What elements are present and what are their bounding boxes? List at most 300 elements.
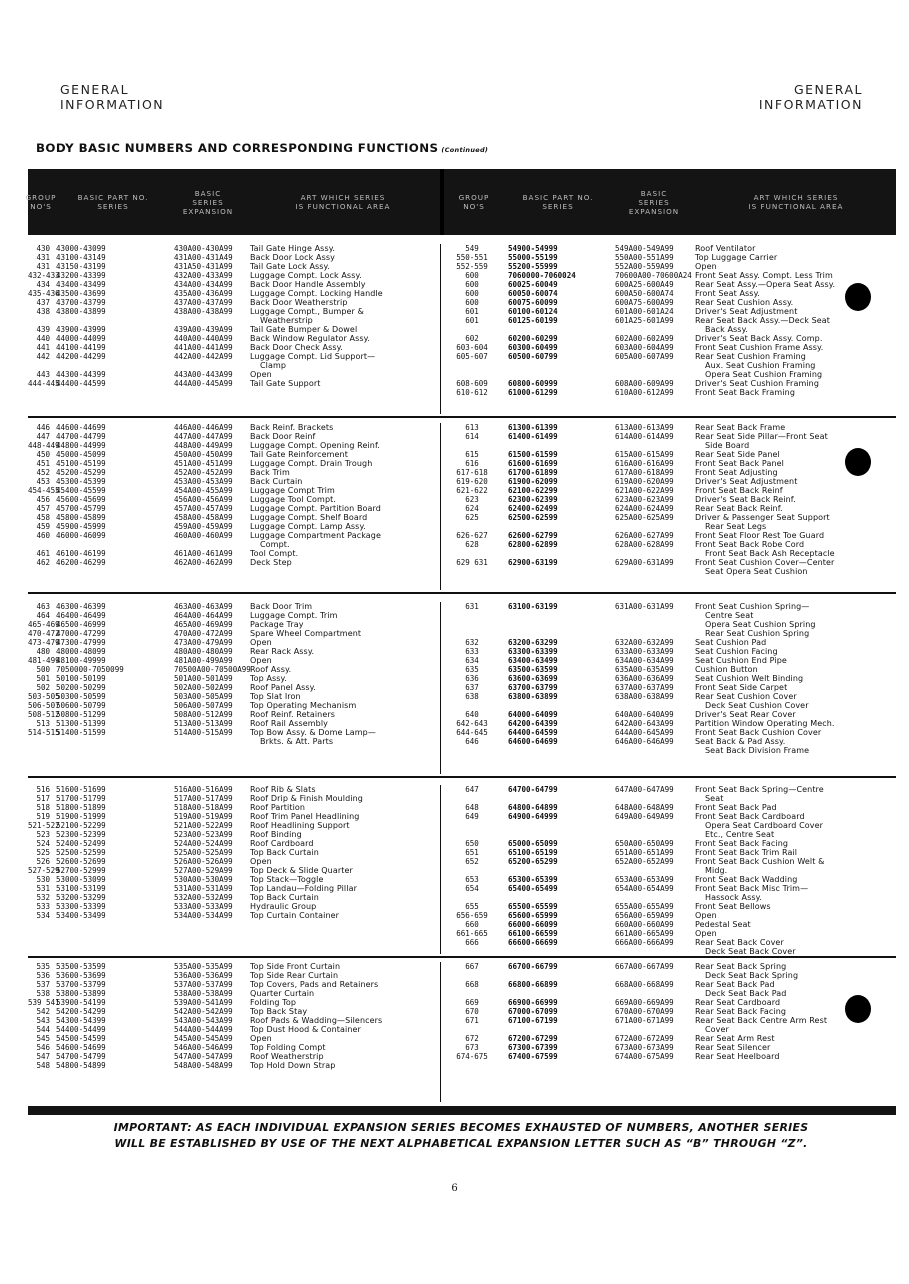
expansion-range: 672A00-672A99	[615, 1034, 674, 1043]
series-range: 64400-64599	[508, 728, 558, 737]
description: Open	[695, 262, 717, 271]
description: Weatherstrip	[260, 316, 313, 325]
table-row	[28, 812, 438, 821]
series-range: 50300-50599	[56, 692, 106, 701]
group-number: 647	[465, 785, 479, 794]
series-range: 55000-55199	[508, 253, 558, 262]
group-number: 651	[465, 848, 479, 857]
expansion-range: 524A00-524A99	[174, 839, 233, 848]
table-row	[28, 459, 438, 468]
series-range: 45900-45999	[56, 522, 106, 531]
group-number: 438	[36, 307, 50, 316]
series-range: 53600-53699	[56, 971, 106, 980]
series-range: 53300-53399	[56, 902, 106, 911]
description: Back Door Trim	[250, 602, 313, 611]
series-range: 54300-54399	[56, 1016, 106, 1025]
group-number: 457	[36, 504, 50, 513]
table-row	[28, 262, 438, 271]
description: Top Deck & Slide Quarter	[250, 866, 353, 875]
expansion-range: 443A00-443A99	[174, 370, 233, 379]
table-row	[28, 893, 438, 902]
description: Tail Gate Lock Assy.	[250, 262, 330, 271]
series-range: 46300-46399	[56, 602, 106, 611]
expansion-range: 661A00-665A99	[615, 929, 674, 938]
series-range: 53800-53899	[56, 989, 106, 998]
description: Roof Reinf. Retainers	[250, 710, 336, 719]
description: Front Seat Back Framing	[695, 388, 795, 397]
expansion-range: 626A00-627A99	[615, 531, 674, 540]
description: Rear Seat Back Spring	[695, 962, 787, 971]
series-range: 55200-55999	[508, 262, 558, 271]
series-range: 61600-61699	[508, 459, 558, 468]
description: Top Landau—Folding Pillar	[250, 884, 357, 893]
expansion-range: 530A00-530A99	[174, 875, 233, 884]
series-range: 44400-44599	[56, 379, 106, 388]
expansion-range: 452A00-452A99	[174, 468, 233, 477]
expansion-range: 70600A00-70600A24	[615, 271, 692, 280]
expansion-range: 601A25-601A99	[615, 316, 674, 325]
description: Roof Cardboard	[250, 839, 314, 848]
group-number: 549	[465, 244, 479, 253]
description: Luggage Compt., Bumper &	[250, 307, 364, 316]
series-range: 50100-50199	[56, 674, 106, 683]
series-range: 64800-64899	[508, 803, 558, 812]
table-row	[444, 884, 896, 893]
group-number: 626-627	[456, 531, 488, 540]
description: Front Seat Back Spring—Centre	[695, 785, 824, 794]
description: Front Seat Back Pad	[695, 803, 777, 812]
series-range: 44300-44399	[56, 370, 106, 379]
expansion-range: 480A00-480A99	[174, 647, 233, 656]
expansion-range: 621A00-622A99	[615, 486, 674, 495]
series-range: 62500-62599	[508, 513, 558, 522]
series-range: 66900-66999	[508, 998, 558, 1007]
table-row	[444, 938, 896, 947]
right-column	[444, 244, 896, 397]
important-note-line1: IMPORTANT: AS EACH INDIVIDUAL EXPANSION SERIES BECOMES EXHAUSTED OF NUMBERS, ANOTHER SERIES	[113, 1121, 809, 1134]
description: Folding Top	[250, 998, 297, 1007]
table-row	[28, 692, 438, 701]
expansion-range: 534A00-534A99	[174, 911, 233, 920]
group-number: 671	[465, 1016, 479, 1025]
expansion-range: 634A00-634A99	[615, 656, 674, 665]
description: Hydraulic Group	[250, 902, 317, 911]
group-number: 526	[36, 857, 50, 866]
series-range: 51900-51999	[56, 812, 106, 821]
series-range: 51300-51399	[56, 719, 106, 728]
margin-bullet	[845, 995, 871, 1023]
group-number: 629 631	[456, 558, 488, 567]
group-number: 441	[36, 343, 50, 352]
header-left	[60, 82, 164, 112]
description: Pedestal Seat	[695, 920, 751, 929]
description: Open	[250, 857, 272, 866]
description: Back Door Check Assy.	[250, 343, 343, 352]
group-number: 480	[36, 647, 50, 656]
description: Cover	[705, 1025, 729, 1034]
table-row	[444, 710, 896, 719]
table-row	[444, 611, 896, 620]
group-number: 600	[465, 289, 479, 298]
series-range: 64700-64799	[508, 785, 558, 794]
description: Cushion Button	[695, 665, 758, 674]
expansion-range: 536A00-536A99	[174, 971, 233, 980]
group-number: 660	[465, 920, 479, 929]
description: Top Luggage Carrier	[695, 253, 778, 262]
group-number: 506-507	[28, 701, 60, 710]
description: Aux. Seat Cushion Framing	[705, 361, 816, 370]
table-row	[444, 567, 896, 576]
expansion-range: 435A00-436A99	[174, 289, 233, 298]
expansion-range: 537A00-537A99	[174, 980, 233, 989]
group-number: 546	[36, 1043, 50, 1052]
group-number: 534	[36, 911, 50, 920]
expansion-range: 465A00-469A99	[174, 620, 233, 629]
description: Top Assy.	[250, 674, 287, 683]
table-row	[444, 1016, 896, 1025]
table-row	[444, 647, 896, 656]
column-divider	[440, 962, 441, 1102]
expansion-range: 605A00-607A99	[615, 352, 674, 361]
group-number: 432-433	[28, 271, 60, 280]
expansion-range: 546A00-546A99	[174, 1043, 233, 1052]
table-row	[444, 513, 896, 522]
table-row	[28, 719, 438, 728]
table-row	[444, 998, 896, 1007]
series-range: 50600-50799	[56, 701, 106, 710]
group-number: 621-622	[456, 486, 488, 495]
description: Roof Assy.	[250, 665, 292, 674]
table-row	[444, 388, 896, 397]
table-row	[28, 875, 438, 884]
expansion-range: 648A00-648A99	[615, 803, 674, 812]
expansion-range: 637A00-637A99	[615, 683, 674, 692]
series-range: 63400-63499	[508, 656, 558, 665]
series-range: 60075-60099	[508, 298, 558, 307]
table-row	[444, 728, 896, 737]
description: Seat Back Division Frame	[705, 746, 810, 755]
series-range: 60050-60074	[508, 289, 558, 298]
series-range: 46200-46299	[56, 558, 106, 567]
table-row	[444, 902, 896, 911]
group-number: 613	[465, 423, 479, 432]
description: Front Seat Bellows	[695, 902, 771, 911]
series-range: 60125-60199	[508, 316, 558, 325]
table-row	[444, 980, 896, 989]
description: Top Hold Down Strap	[250, 1061, 336, 1070]
group-number: 547	[36, 1052, 50, 1061]
column-header-area-right: ART WHICH SERIES IS FUNCTIONAL AREA	[748, 193, 844, 211]
expansion-range: 671A00-671A99	[615, 1016, 674, 1025]
table-row	[28, 307, 438, 316]
group-number: 532	[36, 893, 50, 902]
left-column	[28, 785, 438, 920]
group-number: 442	[36, 352, 50, 361]
left-column	[28, 602, 438, 746]
series-range: 67200-67299	[508, 1034, 558, 1043]
description: Roof Partition	[250, 803, 306, 812]
description: Luggage Tool Compt.	[250, 495, 337, 504]
expansion-range: 653A00-653A99	[615, 875, 674, 884]
group-number: 460	[36, 531, 50, 540]
description: Rear Seat Back Facing	[695, 1007, 787, 1016]
description: Luggage Compt. Opening Reinf.	[250, 441, 380, 450]
series-range: 45300-45399	[56, 477, 106, 486]
description: Top Bow Assy. & Dome Lamp—	[250, 728, 376, 737]
description: Rear Seat Heelboard	[695, 1052, 780, 1061]
table-row	[444, 812, 896, 821]
description: Front Seat Back Panel	[695, 459, 785, 468]
description: Top Slat Iron	[250, 692, 301, 701]
expansion-range: 538A00-538A99	[174, 989, 233, 998]
group-number: 642-643	[456, 719, 488, 728]
group-number: 552-559	[456, 262, 488, 271]
expansion-range: 614A00-614A99	[615, 432, 674, 441]
expansion-range: 456A00-456A99	[174, 495, 233, 504]
table-row	[28, 450, 438, 459]
group-number: 619-620	[456, 477, 488, 486]
header-left-line2: INFORMATION	[60, 97, 165, 112]
series-range: 60200-60299	[508, 334, 558, 343]
table-section	[28, 423, 896, 590]
expansion-range: 519A00-519A99	[174, 812, 233, 821]
group-number: 516	[36, 785, 50, 794]
table-row	[28, 683, 438, 692]
group-number: 439	[36, 325, 50, 334]
column-divider	[440, 785, 441, 954]
expansion-range: 547A00-547A99	[174, 1052, 233, 1061]
description: Luggage Compt. Lock Assy.	[250, 271, 362, 280]
series-range: 54800-54899	[56, 1061, 106, 1070]
table-row	[444, 370, 896, 379]
series-range: 60025-60049	[508, 280, 558, 289]
table-row	[444, 875, 896, 884]
group-number: 636	[465, 674, 479, 683]
description: Roof Drip & Finish Moulding	[250, 794, 363, 803]
group-number: 464	[36, 611, 50, 620]
group-number: 437	[36, 298, 50, 307]
column-divider	[440, 244, 441, 414]
table-row	[28, 432, 438, 441]
series-range: 54200-54299	[56, 1007, 106, 1016]
series-range: 63300-63399	[508, 647, 558, 656]
series-range: 52700-52999	[56, 866, 106, 875]
description: Front Seat Back Facing	[695, 839, 789, 848]
table-row	[444, 857, 896, 866]
group-number: 600	[465, 298, 479, 307]
table-row	[444, 432, 896, 441]
group-number: 655	[465, 902, 479, 911]
description: Seat Opera Seat Cushion	[705, 567, 808, 576]
description: Front Seat Back Trim Rail	[695, 848, 798, 857]
series-range: 46500-46999	[56, 620, 106, 629]
table-row	[444, 1034, 896, 1043]
description: Luggage Compt. Lid Support—	[250, 352, 376, 361]
series-range: 65100-65199	[508, 848, 558, 857]
series-range: 43500-43699	[56, 289, 106, 298]
right-column	[444, 785, 896, 956]
table-row	[28, 361, 438, 370]
table-row	[444, 361, 896, 370]
series-range: 65500-65599	[508, 902, 558, 911]
series-range: 48100-49999	[56, 656, 106, 665]
description: Seat Cushion Pad	[695, 638, 767, 647]
description: Driver's Seat Rear Cover	[695, 710, 796, 719]
series-range: 52600-52699	[56, 857, 106, 866]
description: Back Door Weatherstrip	[250, 298, 348, 307]
table-row	[28, 370, 438, 379]
group-number: 615	[465, 450, 479, 459]
important-note-line2: WILL BE ESTABLISHED BY USE OF THE NEXT ALPHABETICAL EXPANSION LETTER SUCH AS “B” THROUGH “Z”.	[114, 1137, 808, 1150]
left-column	[28, 423, 438, 567]
table-row	[28, 656, 438, 665]
description: Front Seat Cushion Frame Assy.	[695, 343, 824, 352]
series-range: 67400-67599	[508, 1052, 558, 1061]
column-header-expansion-right: BASIC SERIES EXPANSION	[628, 188, 680, 216]
expansion-range: 628A00-628A99	[615, 540, 674, 549]
description: Brkts. & Att. Parts	[260, 737, 334, 746]
description: Deck Seat Back Spring	[705, 971, 799, 980]
description: Open	[250, 656, 272, 665]
important-note	[30, 1120, 892, 1152]
table-row	[444, 1007, 896, 1016]
expansion-range: 462A00-462A99	[174, 558, 233, 567]
group-number: 538	[36, 989, 50, 998]
expansion-range: 431A50-431A99	[174, 262, 233, 271]
series-range: 51400-51599	[56, 728, 106, 737]
description: Back Curtain	[250, 477, 303, 486]
description: Rear Seat Cardboard	[695, 998, 781, 1007]
table-row	[444, 1025, 896, 1034]
description: Top Covers, Pads and Retainers	[250, 980, 379, 989]
group-number: 519	[36, 812, 50, 821]
group-number: 669	[465, 998, 479, 1007]
series-range: 51600-51699	[56, 785, 106, 794]
table-row	[28, 486, 438, 495]
expansion-range: 552A00-559A99	[615, 262, 674, 271]
series-range: 53200-53299	[56, 893, 106, 902]
description: Back Door Reinf	[250, 432, 316, 441]
description: Back Window Regulator Assy.	[250, 334, 370, 343]
series-range: 53000-53099	[56, 875, 106, 884]
description: Luggage Compt. Trim	[250, 611, 338, 620]
group-number: 640	[465, 710, 479, 719]
expansion-range: 470A00-472A99	[174, 629, 233, 638]
description: Front Seat Cushion Spring—	[695, 602, 810, 611]
table-row	[28, 611, 438, 620]
group-number: 610-612	[456, 388, 488, 397]
table-row	[444, 1052, 896, 1061]
description: Rear Seat Cushion Spring	[705, 629, 810, 638]
series-range: 67300-67399	[508, 1043, 558, 1052]
column-header-bar	[25, 169, 896, 235]
description: Clamp	[260, 361, 287, 370]
table-row	[28, 911, 438, 920]
series-range: 64900-64999	[508, 812, 558, 821]
description: Rear Seat Back Pad	[695, 980, 775, 989]
left-column	[28, 962, 438, 1070]
table-row	[444, 602, 896, 611]
series-range: 53500-53599	[56, 962, 106, 971]
table-row	[28, 665, 438, 674]
table-row	[28, 647, 438, 656]
expansion-range: 508A00-512A99	[174, 710, 233, 719]
group-number: 523	[36, 830, 50, 839]
group-number: 617-618	[456, 468, 488, 477]
description: Front Seat Back Cushion Welt &	[695, 857, 825, 866]
column-divider	[440, 423, 441, 590]
expansion-range: 513A00-513A99	[174, 719, 233, 728]
description: Roof Binding	[250, 830, 302, 839]
description: Luggage Compt. Drain Trough	[250, 459, 373, 468]
table-row	[28, 737, 438, 746]
description: Roof Ventilator	[695, 244, 756, 253]
group-number: 545	[36, 1034, 50, 1043]
expansion-range: 526A00-526A99	[174, 857, 233, 866]
series-range: 46000-46099	[56, 531, 106, 540]
table-row	[444, 504, 896, 513]
table-row	[444, 352, 896, 361]
description: Top Folding Compt	[250, 1043, 326, 1052]
description: Opera Seat Cardboard Cover	[705, 821, 823, 830]
table-row	[444, 701, 896, 710]
group-number: 605-607	[456, 352, 488, 361]
expansion-range: 602A00-602A99	[615, 334, 674, 343]
group-number: 672	[465, 1034, 479, 1043]
group-number: 637	[465, 683, 479, 692]
group-number: 451	[36, 459, 50, 468]
description: Front Seat Back Wadding	[695, 875, 798, 884]
series-range: 54500-54599	[56, 1034, 106, 1043]
description: Rear Seat Back Centre Arm Rest	[695, 1016, 828, 1025]
table-row	[444, 244, 896, 253]
group-number: 521-522	[28, 821, 60, 830]
series-range: 52100-52299	[56, 821, 106, 830]
series-range: 53900-54199	[56, 998, 106, 1007]
expansion-range: 527A00-529A99	[174, 866, 233, 875]
group-number: 518	[36, 803, 50, 812]
series-range: 66000-66099	[508, 920, 558, 929]
description: Etc., Centre Seat	[705, 830, 775, 839]
expansion-range: 613A00-613A99	[615, 423, 674, 432]
table-row	[28, 839, 438, 848]
table-row	[444, 848, 896, 857]
description: Seat Cushion End Pipe	[695, 656, 787, 665]
table-row	[28, 848, 438, 857]
expansion-range: 514A00-515A99	[174, 728, 233, 737]
description: Luggage Compt. Partition Board	[250, 504, 381, 513]
description: Deck Seat Back Cover	[705, 947, 796, 956]
series-range: 65200-65299	[508, 857, 558, 866]
table-row	[444, 821, 896, 830]
group-number: 668	[465, 980, 479, 989]
description: Front Seat Back Reinf	[695, 486, 783, 495]
description: Front Seat Back Robe Cord	[695, 540, 805, 549]
table-row	[444, 866, 896, 875]
description: Rear Seat Back Reinf.	[695, 504, 783, 513]
expansion-range: 550A00-551A99	[615, 253, 674, 262]
series-range: 53700-53799	[56, 980, 106, 989]
table-row	[28, 989, 438, 998]
table-row	[28, 334, 438, 343]
table-row	[444, 262, 896, 271]
table-row	[28, 602, 438, 611]
expansion-range: 640A00-640A99	[615, 710, 674, 719]
expansion-range: 667A00-667A99	[615, 962, 674, 971]
table-row	[28, 884, 438, 893]
series-range: 52400-52499	[56, 839, 106, 848]
description: Open	[695, 911, 717, 920]
